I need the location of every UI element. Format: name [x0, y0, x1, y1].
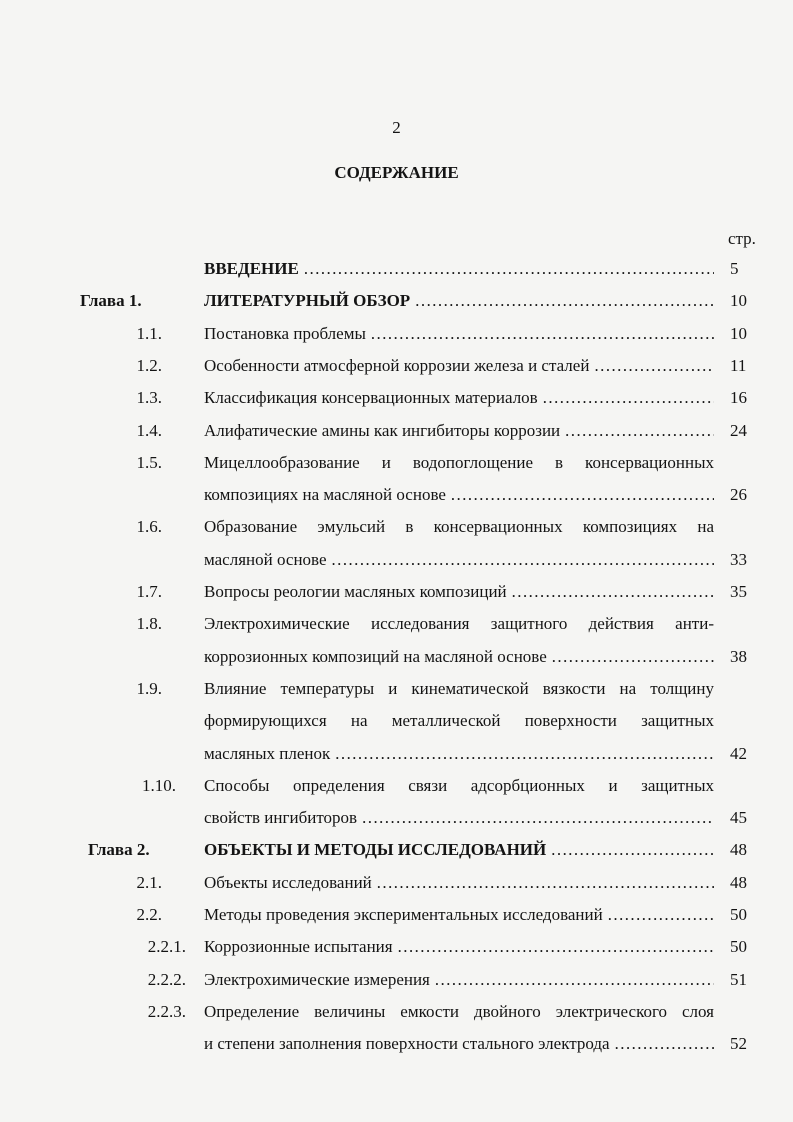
toc-entry-title: и степени заполнения поверхности стального электрода ……………………………………………………………………………………………………………………………… — [204, 1034, 714, 1053]
toc-page-number: 42 — [730, 743, 747, 763]
toc-entry-line — [204, 776, 714, 796]
toc-entry-title: Способы определения связи адсорбционных и защитных — [204, 775, 714, 795]
toc-section-number: 2.2.2. — [147, 969, 186, 989]
page-column-label: стр. — [728, 229, 756, 248]
page-number: 2 — [392, 118, 401, 137]
toc-entry-title: Электрохимические исследования защитного действия анти- — [204, 614, 714, 634]
toc-page-number: 48 — [730, 872, 747, 892]
toc-entry-title: ЛИТЕРАТУРНЫЙ ОБЗОР ……………………………………………………………………………………………………………………………… — [204, 291, 714, 310]
toc-entry-line — [204, 937, 714, 957]
toc-page-number: 45 — [730, 808, 747, 828]
toc-section-number: 2.1. — [136, 872, 162, 892]
toc-section-number: 1.3. — [136, 388, 162, 408]
toc-section-number: 1.7. — [136, 582, 162, 601]
toc-entry-line — [204, 647, 714, 667]
toc-page-number: 24 — [730, 420, 747, 440]
toc-entry-title: Определение величины емкости двойного электрического слоя — [204, 1001, 714, 1021]
toc-section-number: 1.6. — [136, 517, 162, 537]
toc-entry-line — [204, 614, 714, 634]
toc-page-number: 48 — [730, 840, 747, 860]
toc-section-number: 1.5. — [136, 452, 162, 472]
toc-entry-line — [204, 1002, 714, 1022]
toc-page-number: 33 — [730, 549, 747, 569]
toc-section-number: 1.10. — [142, 775, 176, 795]
toc-page-number: 50 — [730, 937, 747, 957]
toc-entry-title: Электрохимические измерения ……………………………………………………………………………………………………………………………… — [204, 970, 714, 989]
toc-page-number: 38 — [730, 646, 747, 666]
toc-entry-title: масляных пленок ……………………………………………………………………………………………………………………………… — [204, 744, 714, 763]
toc-entry-line — [204, 840, 714, 860]
toc-entry-line — [204, 905, 714, 925]
toc-section-number: 2.2.1. — [147, 937, 186, 957]
toc-entry-line — [204, 679, 714, 699]
toc-section-number: 1.8. — [136, 614, 162, 634]
toc-section-number: 1.4. — [136, 420, 162, 440]
toc-entry-line — [204, 453, 714, 473]
toc-entry-title: Влияние температуры и кинематической вязкости на толщину — [204, 678, 714, 698]
toc-page-number: 5 — [730, 259, 739, 278]
toc-entry-line — [204, 259, 714, 279]
toc-entry-line — [204, 324, 714, 344]
toc-entry-line — [204, 550, 714, 570]
toc-entry-line — [204, 970, 714, 990]
toc-chapter-label: Глава 1. — [80, 291, 142, 311]
toc-entry-line — [204, 582, 714, 602]
toc-page-number: 26 — [730, 485, 747, 505]
toc-entry-title: формирующихся на металлической поверхности защитных — [204, 711, 714, 731]
toc-entry-title: ОБЪЕКТЫ И МЕТОДЫ ИССЛЕДОВАНИЙ ……………………………………………………………………………………………………………………………… — [204, 840, 714, 859]
toc-section-number: 1.9. — [136, 678, 162, 698]
toc-entry-title: Методы проведения экспериментальных исследований ……………………………………………………………………………………………………………………………… — [204, 905, 714, 924]
toc-page-number: 10 — [730, 323, 747, 343]
toc-page-number: 51 — [730, 969, 747, 989]
toc-entry-line — [204, 356, 714, 376]
toc-entry-title: Постановка проблемы ……………………………………………………………………………………………………………………………… — [204, 324, 714, 343]
toc-section-number: 1.2. — [136, 355, 162, 375]
toc-entry-title: Особенности атмосферной коррозии железа и сталей ……………………………………………………………………………………………………………………………… — [204, 356, 714, 375]
toc-page-number: 11 — [730, 355, 747, 375]
toc-entry-title: Коррозионные испытания ……………………………………………………………………………………………………………………………… — [204, 937, 714, 956]
toc-entry-title: Вопросы реологии масляных композиций ……………………………………………………………………………………………………………………………… — [204, 582, 714, 601]
toc-chapter-label: Глава 2. — [88, 840, 150, 860]
toc-entry-title: свойств ингибиторов ……………………………………………………………………………………………………………………………… — [204, 808, 714, 827]
toc-entry-line — [204, 388, 714, 408]
toc-entry-title: Алифатические амины как ингибиторы коррозии ……………………………………………………………………………………………………………………………… — [204, 421, 714, 440]
toc-page-number: 35 — [730, 582, 747, 601]
toc-entry-title: Классификация консервационных материалов ……………………………………………………………………………………………………………………………… — [204, 388, 714, 407]
toc-page-number: 16 — [730, 388, 747, 408]
toc-section-number: 1.1. — [136, 323, 162, 343]
toc-section-number: 2.2. — [136, 905, 162, 924]
toc-entry-line — [204, 744, 714, 764]
toc-entry-title: коррозионных композиций на масляной основе ……………………………………………………………………………………………………………………………… — [204, 647, 714, 666]
toc-entry-line — [204, 485, 714, 505]
page-title: СОДЕРЖАНИЕ — [334, 163, 459, 182]
toc-page-number: 52 — [730, 1034, 747, 1054]
toc-entry-line — [204, 517, 714, 537]
toc-entry-title: Мицеллообразование и водопоглощение в консервационных — [204, 452, 714, 472]
toc-entry-title: масляной основе ……………………………………………………………………………………………………………………………… — [204, 550, 714, 569]
toc-entry-title: Образование эмульсий в консервационных композициях на — [204, 517, 714, 537]
toc-entry-line — [204, 291, 714, 311]
toc-entry-line — [204, 1034, 714, 1054]
toc-entry-title: композициях на масляной основе ……………………………………………………………………………………………………………………………… — [204, 485, 714, 504]
toc-entry-title: ВВЕДЕНИЕ ……………………………………………………………………………………………………………………………… — [204, 259, 714, 278]
toc-entry-line — [204, 711, 714, 731]
toc-entry-line — [204, 873, 714, 893]
toc-entry-title: Объекты исследований ……………………………………………………………………………………………………………………………… — [204, 873, 714, 892]
toc-entry-line — [204, 808, 714, 828]
toc-page-number: 50 — [730, 905, 747, 924]
toc-page-number: 10 — [730, 291, 747, 311]
toc-section-number: 2.2.3. — [147, 1001, 186, 1021]
toc-entry-line — [204, 421, 714, 441]
